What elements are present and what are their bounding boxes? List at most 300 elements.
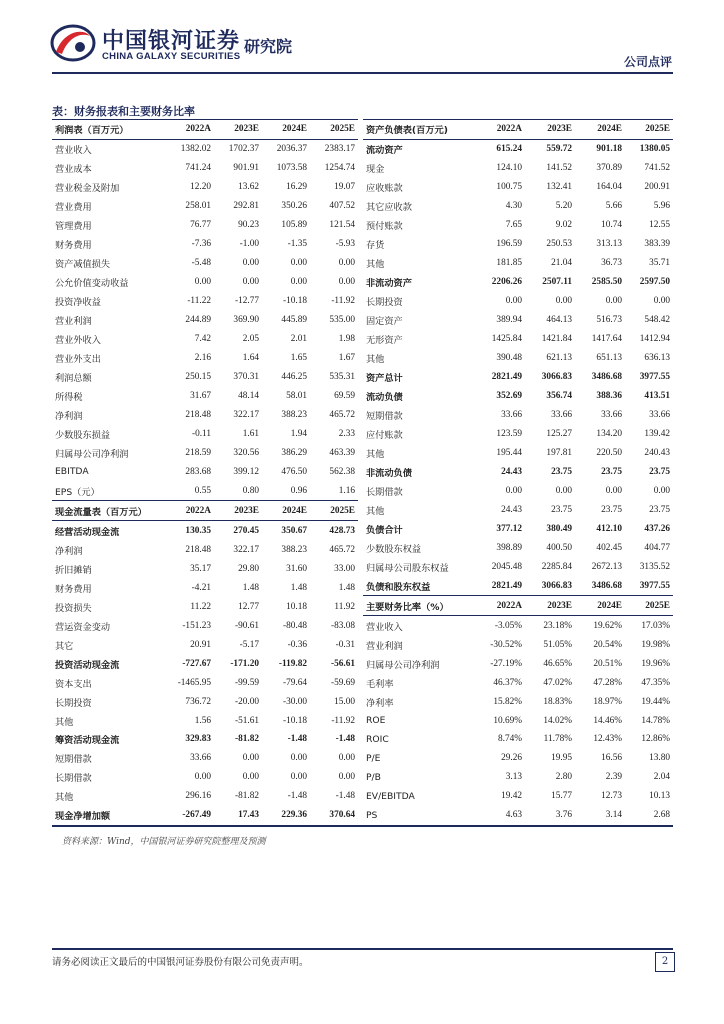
row-value: 10.69% (493, 715, 522, 726)
row-value: 69.59 (334, 391, 355, 402)
row-value: 1417.64 (591, 334, 622, 345)
row-value: 29.26 (501, 753, 522, 764)
row-value: 0.00 (290, 753, 307, 764)
row-value: 21.04 (551, 258, 572, 269)
row-value: 1073.58 (276, 163, 307, 174)
row-value: 400.50 (546, 542, 572, 553)
row-value: 1.48 (338, 582, 355, 593)
section-title: 主要财务比率（%） (363, 596, 473, 616)
row-label: ROE (366, 715, 386, 727)
row-value: 407.52 (329, 201, 355, 212)
row-label: 长期借款 (366, 486, 403, 498)
row-label: 净利润 (55, 411, 83, 423)
row-value: 322.17 (233, 410, 259, 421)
column-header: 2023E (214, 501, 262, 521)
section-title: 利润表（百万元） (52, 120, 164, 140)
row-value: 195.44 (496, 447, 522, 458)
table-row (52, 311, 358, 330)
table-row (363, 159, 673, 178)
brand-subtitle: 研究院 (244, 37, 293, 56)
row-value: 1.48 (290, 582, 307, 593)
row-value: 19.98% (641, 639, 670, 650)
row-label: 营业利润 (366, 640, 403, 652)
row-value: 23.75 (601, 504, 622, 515)
table-row (363, 425, 673, 444)
row-label: 其他 (366, 259, 385, 271)
row-value: 2.39 (605, 772, 622, 783)
row-value: 370.89 (596, 163, 622, 174)
row-value: 218.59 (185, 447, 211, 458)
row-value: 380.49 (546, 523, 572, 534)
row-label: EBITDA (55, 466, 89, 478)
row-value: 296.16 (185, 791, 211, 802)
row-value: 35.17 (190, 563, 211, 574)
row-label: 营业外支出 (55, 354, 101, 366)
row-value: 15.82% (493, 696, 522, 707)
row-value: 33.00 (334, 563, 355, 574)
table-row (363, 576, 673, 595)
row-value: 356.74 (546, 391, 572, 402)
row-value: 1254.74 (324, 163, 355, 174)
table-row (52, 197, 358, 216)
row-value: 3066.83 (541, 372, 572, 383)
row-label: 归属母公司股东权益 (366, 562, 449, 574)
row-value: 428.73 (329, 525, 355, 536)
row-label: 净利率 (366, 697, 394, 709)
row-value: -3.05% (494, 620, 522, 631)
row-value: -30.00 (282, 696, 307, 707)
row-value: -1.48 (335, 791, 355, 802)
table-row (52, 521, 358, 540)
row-value: 36.73 (601, 258, 622, 269)
table-title: 表：财务报表和主要财务比率 (52, 105, 195, 118)
row-value: 398.89 (496, 542, 522, 553)
table-row (52, 178, 358, 197)
row-value: -171.20 (230, 658, 259, 669)
row-value: -5.93 (335, 239, 355, 250)
row-value: 20.51% (593, 658, 622, 669)
row-label: 所得税 (55, 392, 83, 404)
row-value: 16.56 (601, 753, 622, 764)
row-value: 1.94 (290, 428, 307, 439)
row-label: 归属母公司净利润 (366, 659, 440, 671)
row-value: 4.63 (505, 810, 522, 821)
row-value: 240.43 (644, 447, 670, 458)
row-value: 12.55 (649, 220, 670, 231)
row-value: 2206.26 (491, 277, 522, 288)
row-value: 3.76 (555, 810, 572, 821)
row-value: 12.73 (601, 791, 622, 802)
row-value: 535.00 (329, 315, 355, 326)
row-value: -0.31 (335, 639, 355, 650)
row-value: 15.77 (551, 791, 572, 802)
row-value: 48.14 (238, 391, 259, 402)
row-value: 35.71 (649, 258, 670, 269)
row-value: 200.91 (644, 182, 670, 193)
row-value: 1382.02 (180, 144, 211, 155)
row-value: 181.85 (496, 258, 522, 269)
row-value: -1.48 (287, 734, 307, 745)
row-value: 197.81 (546, 447, 572, 458)
row-value: 1.61 (242, 428, 259, 439)
row-value: 23.75 (649, 466, 670, 477)
row-value: 24.43 (501, 504, 522, 515)
row-value: 0.00 (338, 772, 355, 783)
table-row (52, 768, 358, 787)
row-value: 10.74 (601, 220, 622, 231)
section-title: 资产负债表(百万元) (363, 120, 473, 140)
row-value: 1425.84 (491, 334, 522, 345)
row-label: 无形资产 (366, 335, 403, 347)
row-value: 4.30 (505, 201, 522, 212)
row-label: 毛利率 (366, 678, 394, 690)
row-value: 19.07 (334, 182, 355, 193)
row-value: 17.43 (238, 810, 259, 821)
row-value: 402.45 (596, 542, 622, 553)
row-value: -1.00 (239, 239, 259, 250)
row-label: 归属母公司净利润 (55, 448, 129, 460)
row-label: 财务费用 (55, 240, 92, 252)
row-value: -4.21 (191, 582, 211, 593)
row-value: 76.77 (190, 220, 211, 231)
row-label: 营业成本 (55, 164, 92, 176)
row-label: 投资净收益 (55, 297, 101, 309)
section-title: 现金流量表（百万元） (52, 501, 164, 521)
column-header: 2025E (625, 596, 673, 616)
row-value: 11.78% (543, 734, 572, 745)
row-value: 18.97% (593, 696, 622, 707)
row-value: 383.39 (644, 239, 670, 250)
row-label: PS (366, 809, 378, 821)
row-label: 资本支出 (55, 678, 92, 690)
table-row (52, 330, 358, 349)
row-label: P/E (366, 752, 381, 764)
row-value: 1.67 (338, 353, 355, 364)
row-value: 2383.17 (324, 144, 355, 155)
table-row (363, 673, 673, 692)
table-row (363, 692, 673, 711)
table-row (363, 538, 673, 557)
row-value: 3977.55 (639, 372, 670, 383)
row-value: 1421.84 (541, 334, 572, 345)
table-row (52, 481, 358, 500)
row-value: 5.20 (555, 201, 572, 212)
row-value: 370.64 (329, 810, 355, 821)
row-value: 12.20 (190, 182, 211, 193)
table-row (52, 254, 358, 273)
row-value: 3486.68 (591, 580, 622, 591)
row-value: 90.23 (238, 220, 259, 231)
row-label: 财务费用 (55, 583, 92, 595)
row-label: 其它 (55, 640, 74, 652)
row-value: -0.36 (287, 639, 307, 650)
table-row (363, 557, 673, 576)
row-value: 47.28% (593, 677, 622, 688)
row-value: 0.00 (290, 277, 307, 288)
table-row (363, 254, 673, 273)
row-value: 16.29 (286, 182, 307, 193)
row-label: P/B (366, 771, 381, 783)
row-value: 388.23 (281, 544, 307, 555)
table-row (52, 235, 358, 254)
row-value: 19.42 (501, 791, 522, 802)
row-value: 3.13 (505, 772, 522, 783)
row-value: 250.15 (185, 372, 211, 383)
row-value: 2.33 (338, 428, 355, 439)
row-value: 270.45 (233, 525, 259, 536)
right-table-column (363, 119, 673, 825)
row-value: 17.03% (641, 620, 670, 631)
row-value: 445.89 (281, 315, 307, 326)
row-label: 其他 (366, 505, 385, 517)
row-value: 51.05% (543, 639, 572, 650)
row-value: 130.35 (185, 525, 211, 536)
row-value: -80.48 (282, 620, 307, 631)
row-value: 132.41 (546, 182, 572, 193)
row-value: 13.62 (238, 182, 259, 193)
row-label: 资产减值损失 (55, 259, 111, 271)
row-value: 0.00 (555, 485, 572, 496)
row-value: -1.48 (335, 734, 355, 745)
row-value: -20.00 (234, 696, 259, 707)
row-value: 399.12 (233, 466, 259, 477)
row-label: 长期借款 (55, 773, 92, 785)
row-value: 8.74% (497, 734, 522, 745)
row-value: -59.69 (330, 677, 355, 688)
row-value: 350.67 (281, 525, 307, 536)
row-value: 33.66 (601, 410, 622, 421)
row-value: 0.00 (605, 296, 622, 307)
table-row (52, 578, 358, 597)
row-value: -81.82 (234, 734, 259, 745)
table-row (52, 406, 358, 425)
row-value: 0.00 (338, 258, 355, 269)
row-value: 33.66 (190, 753, 211, 764)
column-header: 2022A (473, 120, 525, 140)
row-label: 预付账款 (366, 221, 403, 233)
row-value: 0.00 (505, 296, 522, 307)
left-table (52, 119, 358, 825)
row-value: 139.42 (644, 428, 670, 439)
table-row (363, 368, 673, 387)
column-header: 2022A (164, 501, 214, 521)
row-value: 476.50 (281, 466, 307, 477)
column-header: 2025E (625, 120, 673, 140)
row-value: 1.64 (242, 353, 259, 364)
table-row (363, 635, 673, 654)
row-value: 0.00 (605, 485, 622, 496)
table-row (52, 749, 358, 768)
row-value: 377.12 (496, 523, 522, 534)
row-value: -5.17 (239, 639, 259, 650)
row-value: 0.96 (290, 485, 307, 496)
row-value: 20.54% (593, 639, 622, 650)
row-label: 其他 (55, 716, 74, 728)
table-row (363, 519, 673, 538)
row-value: -5.48 (191, 258, 211, 269)
table-row (52, 159, 358, 178)
row-label: 折旧摊销 (55, 564, 92, 576)
row-value: 2.16 (194, 353, 211, 364)
row-value: 46.37% (493, 677, 522, 688)
row-value: 0.00 (653, 296, 670, 307)
row-label: 负债合计 (366, 524, 403, 536)
row-value: 33.66 (649, 410, 670, 421)
row-value: 10.18 (286, 601, 307, 612)
row-label: ROIC (366, 733, 389, 745)
row-value: 14.46% (593, 715, 622, 726)
row-value: 2036.37 (276, 144, 307, 155)
row-value: 3066.83 (541, 580, 572, 591)
row-value: 2.80 (555, 772, 572, 783)
row-label: 营业税金及附加 (55, 183, 120, 195)
row-label: 筹资活动现金流 (55, 735, 120, 747)
column-header: 2024E (262, 501, 310, 521)
row-label: 利润总额 (55, 373, 92, 385)
row-value: 548.42 (644, 315, 670, 326)
table-row (52, 139, 358, 158)
table-row (363, 616, 673, 635)
row-value: 413.51 (644, 391, 670, 402)
row-value: 2.05 (242, 334, 259, 345)
row-value: 0.00 (242, 258, 259, 269)
row-value: -1.35 (287, 239, 307, 250)
column-header: 2025E (310, 501, 358, 521)
column-header: 2025E (310, 120, 358, 140)
row-value: 1.65 (290, 353, 307, 364)
row-value: -27.19% (490, 658, 522, 669)
row-value: 23.75 (551, 504, 572, 515)
row-label: 少数股东损益 (55, 429, 111, 441)
row-value: 2597.50 (639, 277, 670, 288)
row-label: 管理费用 (55, 221, 92, 233)
row-value: 651.13 (596, 353, 622, 364)
row-label: 长期投资 (366, 297, 403, 309)
table-row (363, 462, 673, 481)
row-value: -11.92 (331, 296, 355, 307)
table-row (52, 597, 358, 616)
row-label: 其它应收款 (366, 202, 412, 214)
row-label: 营业收入 (366, 621, 403, 633)
row-value: 14.78% (641, 715, 670, 726)
row-value: 901.18 (596, 144, 622, 155)
row-value: -99.59 (234, 677, 259, 688)
row-value: 19.96% (641, 658, 670, 669)
column-header: 2022A (473, 596, 525, 616)
row-value: 0.00 (653, 485, 670, 496)
row-value: 123.59 (496, 428, 522, 439)
column-header: 2023E (525, 120, 575, 140)
column-header: 2023E (214, 120, 262, 140)
row-label: 短期借款 (55, 754, 92, 766)
row-value: 1.98 (338, 334, 355, 345)
row-label: 其他 (55, 792, 74, 804)
page-number: 2 (655, 952, 675, 972)
row-label: 营业收入 (55, 145, 92, 157)
row-label: 营业外收入 (55, 335, 101, 347)
row-value: 121.54 (329, 220, 355, 231)
table-row (52, 349, 358, 368)
table-row (363, 235, 673, 254)
table-row (363, 311, 673, 330)
row-label: 投资活动现金流 (55, 659, 120, 671)
row-value: 292.81 (233, 201, 259, 212)
row-value: 559.72 (546, 144, 572, 155)
row-value: 320.56 (233, 447, 259, 458)
column-header: 2024E (575, 120, 625, 140)
row-value: 0.00 (242, 772, 259, 783)
row-value: -83.08 (330, 620, 355, 631)
row-value: 0.00 (194, 277, 211, 288)
row-label: 其他 (366, 354, 385, 366)
row-value: -119.82 (278, 658, 307, 669)
row-value: -10.18 (282, 715, 307, 726)
table-row (363, 330, 673, 349)
table-header-row (363, 596, 673, 616)
row-value: -11.92 (331, 715, 355, 726)
row-value: 134.20 (596, 428, 622, 439)
brand-name-en: CHINA GALAXY SECURITIES (102, 51, 241, 62)
row-value: 3.14 (605, 810, 622, 821)
table-row (52, 443, 358, 462)
row-value: 33.66 (501, 410, 522, 421)
row-value: 0.00 (290, 258, 307, 269)
page-header (0, 0, 724, 80)
row-value: 0.00 (194, 772, 211, 783)
galaxy-logo-icon (50, 22, 96, 64)
row-value: 2821.49 (491, 372, 522, 383)
row-value: 621.13 (546, 353, 572, 364)
row-value: 23.18% (543, 620, 572, 631)
row-value: 47.02% (543, 677, 572, 688)
row-value: 2.68 (653, 810, 670, 821)
table-row (52, 654, 358, 673)
row-value: 369.90 (233, 315, 259, 326)
table-row (363, 197, 673, 216)
row-value: 2.01 (290, 334, 307, 345)
table-row (52, 730, 358, 749)
table-row (363, 654, 673, 673)
row-value: 124.10 (496, 163, 522, 174)
row-label: 非流动资产 (366, 278, 412, 290)
row-value: 350.26 (281, 201, 307, 212)
row-value: 29.80 (238, 563, 259, 574)
row-value: 105.89 (281, 220, 307, 231)
table-row (363, 139, 673, 158)
row-value: -0.11 (191, 428, 211, 439)
row-value: 7.65 (505, 220, 522, 231)
report-type: 公司点评 (623, 55, 672, 69)
row-value: 329.83 (185, 734, 211, 745)
row-value: -1465.95 (177, 677, 211, 688)
row-value: 0.00 (242, 277, 259, 288)
row-value: 33.66 (551, 410, 572, 421)
row-value: -1.48 (287, 791, 307, 802)
row-label: 应收账款 (366, 183, 403, 195)
row-label: 少数股东权益 (366, 543, 422, 555)
row-value: 5.96 (653, 201, 670, 212)
row-value: 164.04 (596, 182, 622, 193)
source-note: 资料来源：Wind，中国银河证券研究院整理及预测 (62, 837, 266, 847)
footer-divider (52, 948, 673, 950)
table-header-row (52, 501, 358, 521)
table-row (363, 787, 673, 806)
row-label: 固定资产 (366, 316, 403, 328)
row-value: 535.31 (329, 372, 355, 383)
row-value: 0.00 (290, 772, 307, 783)
row-value: 615.24 (496, 144, 522, 155)
row-value: -267.49 (182, 810, 211, 821)
